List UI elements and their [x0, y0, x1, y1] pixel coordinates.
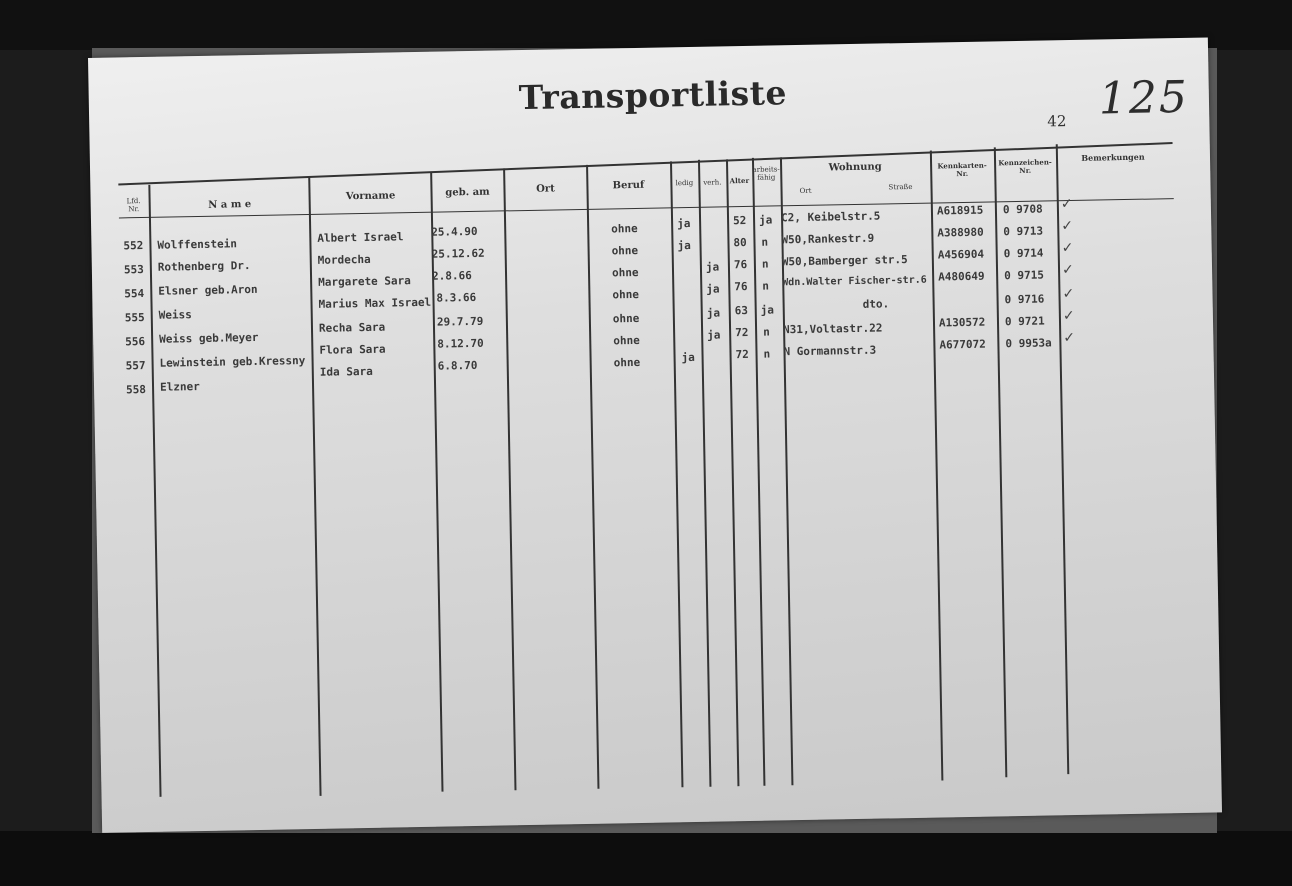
cell-kennzeichen: 0 9716 [1004, 292, 1045, 307]
cell-geb: 6.8.70 [437, 358, 478, 373]
cell-name: Elzner [159, 380, 200, 394]
cell-verh: ja [705, 260, 720, 274]
check-mark-icon: ✓ [1062, 285, 1075, 303]
cell-kennkarte: A456904 [937, 247, 985, 262]
cell-geb: 25.12.62 [431, 246, 485, 261]
handwritten-number: 125 [1098, 71, 1190, 125]
cell-alter: 72 [735, 347, 749, 362]
cell-geb: 2.8.66 [431, 269, 472, 283]
cell-beruf: ohne [611, 221, 638, 236]
check-mark-icon: ✓ [1060, 195, 1073, 213]
cell-lfd: 553 [123, 263, 144, 277]
cell-kennzeichen: 0 9708 [1002, 202, 1043, 217]
cell-arbeit: n [761, 235, 769, 249]
header-arbeitsfaehig: arbeits-fähig [752, 165, 780, 182]
header-wohnung-ort: Ort [799, 186, 812, 195]
cell-name: Weiss geb.Meyer [159, 330, 259, 346]
cell-kennzeichen: 0 9714 [1003, 246, 1044, 261]
cell-beruf: ohne [611, 265, 639, 280]
header-name: N a m e [208, 199, 252, 211]
col-rule [698, 160, 711, 787]
cell-wohnung: dto. [862, 297, 890, 311]
header-wohnung: Wohnung [828, 161, 882, 174]
check-mark-icon: ✓ [1061, 239, 1074, 257]
cell-arbeit: n [761, 257, 769, 271]
cell-lfd: 557 [125, 358, 146, 373]
cell-wohnung: Wdn.Walter Fischer-str.6 [782, 274, 927, 289]
cell-wohnung: W50,Bamberger str.5 [781, 253, 908, 269]
cell-lfd: 558 [125, 382, 147, 397]
cell-arbeit: n [763, 347, 771, 361]
header-vorname: Vorname [345, 190, 396, 203]
cell-ledig: ja [677, 216, 691, 231]
col-rule [780, 157, 794, 785]
cell-name: Weiss [158, 308, 192, 322]
film-border-bottom [0, 831, 1292, 886]
col-rule [670, 161, 683, 787]
cell-geb: 8.3.66 [436, 290, 477, 305]
header-lfd: Lfd. Nr. [126, 197, 141, 214]
cell-ledig: ja [681, 350, 695, 365]
cell-name: Lewinstein geb.Kressny [159, 354, 306, 370]
cell-kennkarte: A618915 [936, 203, 984, 218]
col-rule [503, 168, 516, 790]
header-geb: geb. am [445, 186, 490, 199]
header-ledig: ledig [675, 178, 694, 188]
page-number: 42 [1047, 112, 1067, 131]
cell-vorname: Flora Sara [319, 342, 386, 357]
header-kennzeichen: Kennzeichen-Nr. [998, 157, 1052, 175]
cell-kennkarte: A480649 [938, 269, 985, 284]
cell-name: Rothenberg Dr. [157, 259, 251, 274]
cell-kennzeichen: 0 9953a [1005, 336, 1052, 351]
cell-lfd: 556 [125, 335, 146, 349]
cell-beruf: ohne [613, 333, 640, 348]
cell-wohnung: N Gormannstr.3 [783, 343, 877, 359]
cell-arbeit: n [763, 325, 770, 339]
cell-alter: 80 [733, 235, 747, 250]
cell-lfd: 552 [123, 239, 144, 253]
header-alter: Alter [729, 175, 750, 186]
cell-wohnung: C2, Keibelstr.5 [780, 209, 881, 225]
cell-vorname: Marius Max Israel [318, 295, 432, 311]
col-rule [994, 147, 1008, 777]
col-rule [148, 185, 161, 797]
col-rule [1056, 144, 1070, 774]
cell-vorname: Mordecha [317, 252, 371, 267]
check-mark-icon: ✓ [1063, 329, 1076, 347]
cell-vorname: Albert Israel [317, 230, 404, 245]
header-ort: Ort [536, 183, 555, 195]
col-rule [430, 172, 443, 792]
col-rule [726, 159, 739, 786]
cell-vorname: Recha Sara [318, 320, 386, 335]
cell-ledig: ja [677, 238, 691, 253]
cell-kennkarte: A130572 [938, 315, 986, 330]
cell-beruf: ohne [612, 287, 640, 302]
header-beruf: Beruf [612, 179, 645, 192]
document-title: Transportliste [518, 73, 788, 118]
check-mark-icon: ✓ [1061, 261, 1074, 279]
header-kennkarte: Kennkarten-Nr. [937, 160, 987, 179]
cell-name: Elsner geb.Aron [158, 282, 258, 298]
cell-kennzeichen: 0 9715 [1004, 268, 1045, 283]
cell-arbeit: n [762, 279, 770, 293]
cell-lfd: 554 [124, 287, 145, 301]
cell-beruf: ohne [612, 311, 640, 326]
cell-alter: 76 [734, 279, 748, 294]
cell-verh: ja [706, 282, 720, 296]
document-sheet [88, 37, 1222, 832]
cell-kennkarte: A388980 [937, 225, 984, 240]
cell-beruf: ohne [611, 243, 639, 258]
cell-alter: 76 [733, 257, 748, 272]
cell-verh: ja [707, 328, 721, 342]
check-mark-icon: ✓ [1061, 217, 1074, 235]
cell-geb: 29.7.79 [436, 314, 484, 329]
cell-arbeit: ja [760, 303, 775, 317]
cell-alter: 63 [734, 303, 749, 318]
col-rule [930, 151, 944, 781]
cell-verh: ja [706, 306, 721, 320]
col-rule [586, 165, 599, 789]
check-mark-icon: ✓ [1062, 307, 1075, 325]
cell-beruf: ohne [613, 355, 641, 370]
cell-geb: 25.4.90 [431, 224, 478, 239]
cell-alter: 52 [732, 213, 747, 228]
cell-wohnung: N31,Voltastr.22 [782, 321, 883, 337]
header-verh: verh. [703, 178, 722, 187]
header-strasse: Straße [888, 182, 913, 192]
cell-alter: 72 [735, 325, 749, 340]
cell-wohnung: W50,Rankestr.9 [781, 231, 875, 247]
cell-kennzeichen: 0 9721 [1004, 314, 1045, 329]
cell-kennzeichen: 0 9713 [1003, 224, 1044, 239]
col-rule [308, 176, 321, 796]
header-bemerkungen: Bemerkungen [1081, 151, 1145, 163]
cell-arbeit: ja [758, 213, 773, 227]
cell-vorname: Ida Sara [319, 364, 373, 379]
cell-geb: 8.12.70 [437, 336, 484, 351]
cell-lfd: 555 [124, 311, 145, 325]
cell-name: Wolffenstein [157, 237, 238, 252]
cell-vorname: Margarete Sara [318, 274, 411, 289]
cell-kennkarte: A677072 [939, 337, 986, 352]
